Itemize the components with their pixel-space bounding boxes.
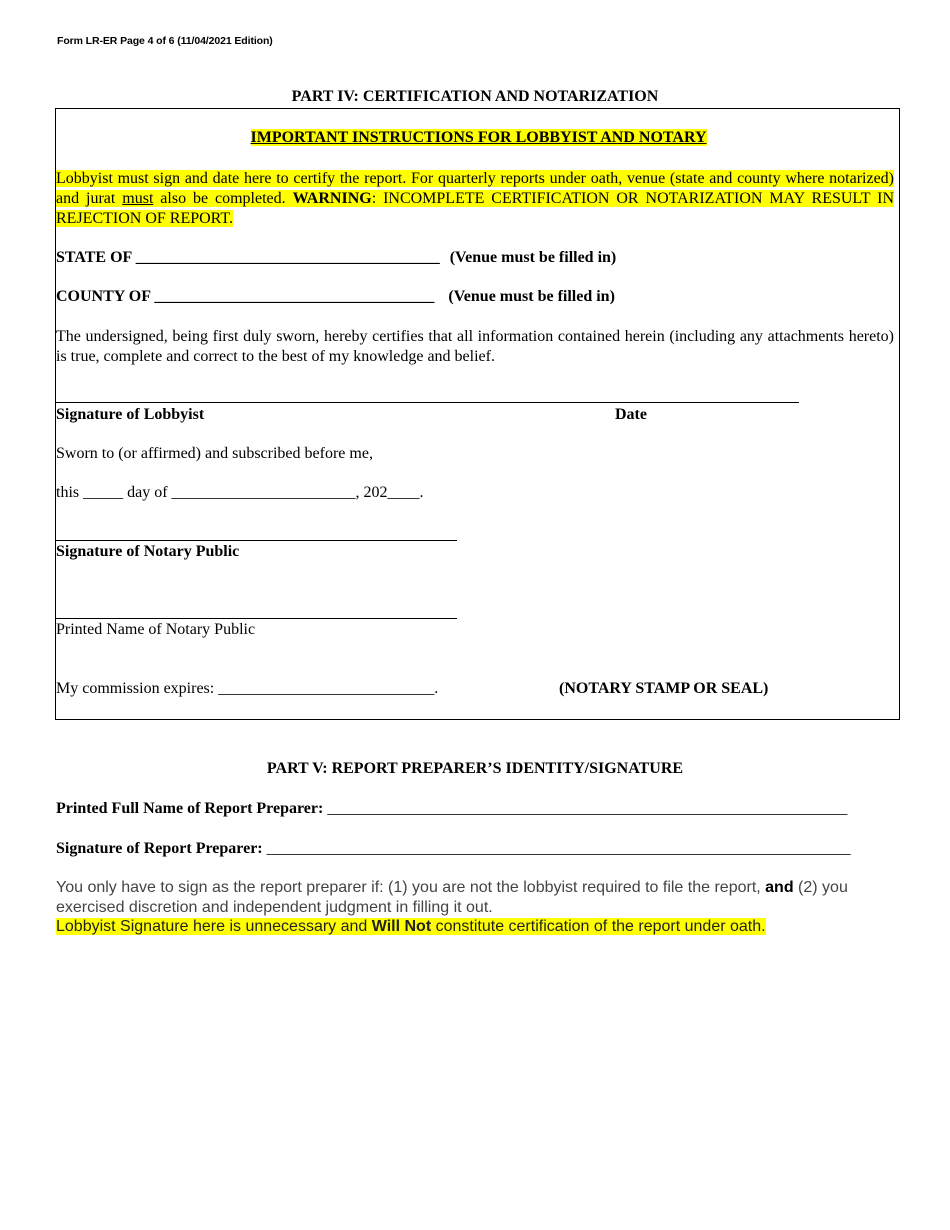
preparer-signature-label: Signature of Report Preparer: [56,840,263,857]
instructions-text-1: Lobbyist must sign and date here to certify the report. For quarterly reports under oath, venue (state and county where notarized) and jurat [56,170,894,207]
instructions-title-text: IMPORTANT INSTRUCTIONS FOR LOBBYIST AND NOTARY [250,129,707,146]
preparer-note-text-1: You only have to sign as the report preparer if: (1) you are not the lobbyist required to file the report, [56,879,766,896]
instructions-text-2: also be completed. [153,190,293,207]
lobbyist-note-text-1: Lobbyist Signature here is unnecessary and [56,918,372,935]
lobbyist-signature-note [56,917,766,937]
preparer-printed-name-field[interactable] [56,800,847,818]
preparer-printed-name-label: Printed Full Name of Report Preparer: [56,800,324,817]
state-label: STATE OF ______________________________________ [56,249,440,266]
instructions-title [56,129,901,147]
date-label: Date [615,406,647,423]
signature-of-notary-label: Signature of Notary Public [56,543,240,560]
notary-printed-name-line[interactable] [56,618,457,619]
preparer-printed-name-blank: _________________________________________________________________ [327,800,848,817]
instructions-must: must [122,190,154,207]
notary-signature-line[interactable] [56,540,457,541]
jurat-field[interactable]: this _____ day of _______________________, 202____. [56,484,424,501]
notary-stamp-label: (NOTARY STAMP OR SEAL) [559,680,769,697]
preparer-note-and: and [765,879,794,896]
lobbyist-note-will-not: Will Not [371,918,432,935]
certification-box [55,108,900,720]
county-label: COUNTY OF ___________________________________ [56,288,435,305]
instructions-body [56,169,894,229]
part-iv-title: PART IV: CERTIFICATION AND NOTARIZATION [291,88,659,105]
preparer-note [56,878,901,918]
state-note: (Venue must be filled in) [449,249,617,266]
state-field[interactable] [56,249,616,267]
county-field[interactable] [56,288,615,306]
sworn-text: Sworn to (or affirmed) and subscribed before me, [56,445,373,462]
instructions-text-3: : INCOMPLETE CERTIFICATION OR NOTARIZATION MAY RESULT IN REJECTION OF REPORT. [56,190,895,227]
part-v-title: PART V: REPORT PREPARER’S IDENTITY/SIGNATURE [266,760,684,777]
preparer-note-text-2: (2) you exercised discretion and independent judgment in filling it out. [56,879,848,916]
county-note: (Venue must be filled in) [448,288,615,305]
instructions-warning: WARNING [292,190,372,207]
commission-expires-field[interactable]: My commission expires: ___________________________. [56,680,439,697]
form-id-header: Form LR-ER Page 4 of 6 (11/04/2021 Edition) [57,35,273,47]
certification-text: The undersigned, being first duly sworn, hereby certifies that all information contained herein (including any attachments hereto) is true, complete and correct to the best of my knowledge and belief. [56,328,894,365]
printed-name-notary-label: Printed Name of Notary Public [56,621,256,638]
preparer-signature-field[interactable] [56,840,851,858]
lobbyist-note-text-2: constitute certification of the report under oath. [431,918,766,935]
signature-of-lobbyist-label: Signature of Lobbyist [56,406,205,423]
preparer-signature-blank: _________________________________________________________________________ [266,840,851,857]
lobbyist-signature-line[interactable] [56,402,799,403]
